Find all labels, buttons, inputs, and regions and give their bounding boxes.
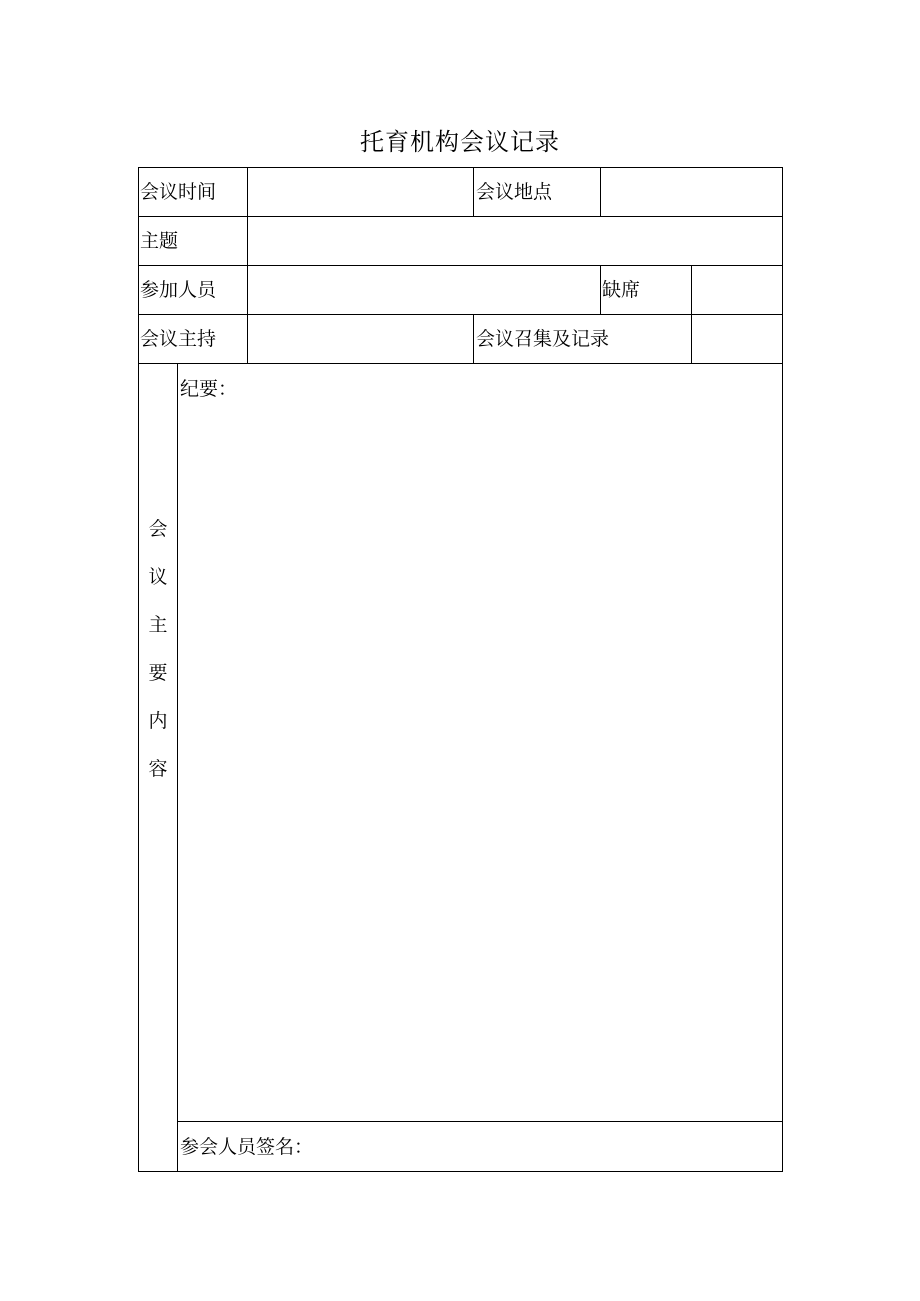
column-divider [247, 168, 248, 363]
signature-field[interactable] [324, 1135, 778, 1159]
convener-recorder-label: 会议召集及记录 [476, 328, 610, 350]
column-divider [473, 314, 474, 363]
signature-divider [177, 1121, 782, 1122]
column-divider [600, 265, 601, 314]
minutes-textarea[interactable] [180, 408, 778, 1108]
topic-field[interactable] [251, 229, 778, 253]
attendees-field[interactable] [251, 278, 596, 302]
absent-field[interactable] [695, 278, 779, 302]
meeting-record-form [138, 167, 783, 1172]
row-divider [139, 363, 782, 364]
main-content-side-label [139, 505, 177, 793]
host-field[interactable] [251, 327, 469, 351]
row-divider [139, 216, 782, 217]
meeting-location-label: 会议地点 [476, 181, 553, 203]
signature-label: 参会人员签名： [180, 1136, 314, 1158]
side-label-char: 议 [148, 566, 168, 588]
side-label-char: 要 [148, 662, 168, 684]
host-label: 会议主持 [140, 328, 217, 350]
column-divider [691, 265, 692, 363]
row-divider [139, 265, 782, 266]
meeting-time-label: 会议时间 [140, 181, 217, 203]
document-title: 托育机构会议记录 [360, 128, 560, 156]
content-side-divider [177, 363, 178, 1171]
meeting-location-field[interactable] [604, 180, 778, 204]
row-divider [139, 314, 782, 315]
minutes-label: 纪要： [180, 378, 238, 400]
side-label-char: 容 [148, 758, 168, 780]
convener-recorder-field[interactable] [695, 327, 779, 351]
side-label-char: 主 [148, 614, 168, 636]
side-label-char: 会 [148, 518, 168, 540]
meeting-time-field[interactable] [251, 180, 469, 204]
attendees-label: 参加人员 [140, 279, 217, 301]
side-label-char: 内 [148, 710, 168, 732]
column-divider [600, 168, 601, 216]
absent-label: 缺席 [602, 279, 641, 301]
column-divider [473, 168, 474, 216]
topic-label: 主题 [140, 230, 179, 252]
